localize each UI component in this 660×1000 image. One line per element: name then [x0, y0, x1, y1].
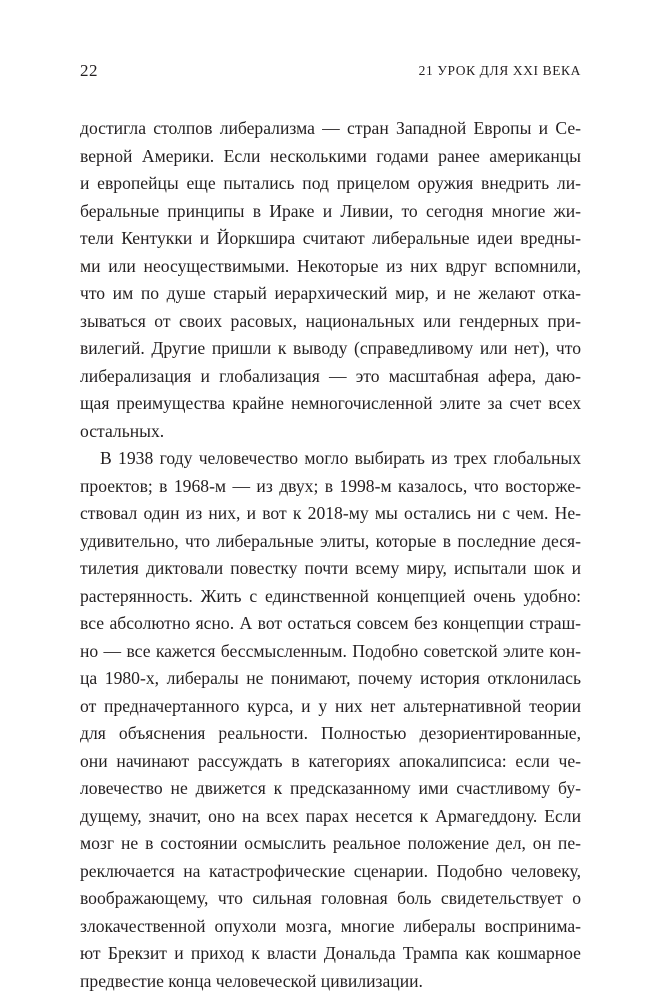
text-line: но — все кажется бессмысленным. Подобно советской элите кон- — [80, 640, 581, 661]
text-line: достигла столпов либерализма — стран Западной Европы и Се- — [80, 118, 581, 138]
text-line: реключается на катастрофические сценарии. Подобно человеку, — [80, 860, 581, 881]
running-head — [80, 61, 581, 83]
text-line: для объяснения реальности. Полностью дезориентированные, — [80, 723, 581, 743]
text-line: дущему, значит, оно на всех парах несется к Армагеддону. Если — [80, 805, 581, 826]
text-line: проектов; в 1968-м — из двух; в 1998-м казалось, что восторже- — [80, 475, 581, 496]
text-line: воображающему, что сильная головная боль свидетельствует о — [80, 888, 581, 908]
text-line: щая преимущества крайне немногочисленной элите за счет всех — [80, 393, 581, 413]
text-line: что им по душе старый иерархический мир, и не желают отка- — [80, 283, 581, 303]
text-line: ловечество не движется к предсказанному ими счастливому бу- — [80, 778, 581, 798]
text-line: либерализация и глобализация — это масштабная афера, даю- — [80, 365, 581, 386]
text-line: беральные принципы в Ираке и Ливии, то сегодня многие жи- — [80, 200, 581, 221]
text-line: удивительно, что либеральные элиты, которые в последние деся- — [80, 530, 581, 551]
text-line: ствовал один из них, и вот к 2018-му мы остались ни с чем. Не- — [80, 503, 581, 523]
text-line: предвестие конца человеческой цивилизации. — [80, 970, 423, 991]
text-line: ца 1980-х, либералы не понимают, почему история отклонилась — [80, 668, 581, 688]
text-line: они начинают рассуждать в категориях апокалипсиса: если че- — [80, 750, 581, 771]
text-line: тилетия диктовали повестку почти всему миру, испытали шок и — [80, 558, 581, 578]
text-line: В 1938 году человечество могло выбирать из трех глобальных — [100, 448, 581, 468]
book-title: 21 УРОК ДЛЯ XXI ВЕКА — [418, 63, 581, 78]
text-line: злокачественной опухоли мозга, многие либералы воспринима- — [80, 915, 581, 936]
text-line: мозг не в состоянии осмыслить реальное положение дел, он пе- — [80, 833, 581, 853]
text-line: тели Кентукки и Йоркшира считают либеральные идеи вредны- — [80, 228, 581, 248]
text-line: от предначертанного курса, и у них нет альтернативной теории — [80, 695, 581, 716]
text-line: зываться от своих расовых, национальных или гендерных при- — [80, 310, 581, 331]
text-line: ют Брекзит и приход к власти Дональда Трампа как кошмарное — [80, 943, 581, 963]
page-body — [80, 115, 581, 995]
text-line: растерянность. Жить с единственной концепцией очень удобно: — [80, 585, 581, 606]
page-number: 22 — [80, 61, 98, 80]
text-line: верной Америки. Если несколькими годами ранее американцы — [80, 145, 581, 166]
text-line: и европейцы еще пытались под прицелом оружия внедрить ли- — [80, 173, 581, 193]
text-line: все абсолютно ясно. А вот остаться совсем без концепции страш- — [80, 613, 581, 633]
paragraph-1 — [80, 115, 581, 445]
text-line: остальных. — [80, 420, 165, 441]
paragraph-2 — [80, 445, 581, 995]
text-line: вилегий. Другие пришли к выводу (справедливому или нет), что — [80, 338, 581, 358]
text-line: ми или неосуществимыми. Некоторые из них вдруг вспомнили, — [80, 255, 581, 276]
